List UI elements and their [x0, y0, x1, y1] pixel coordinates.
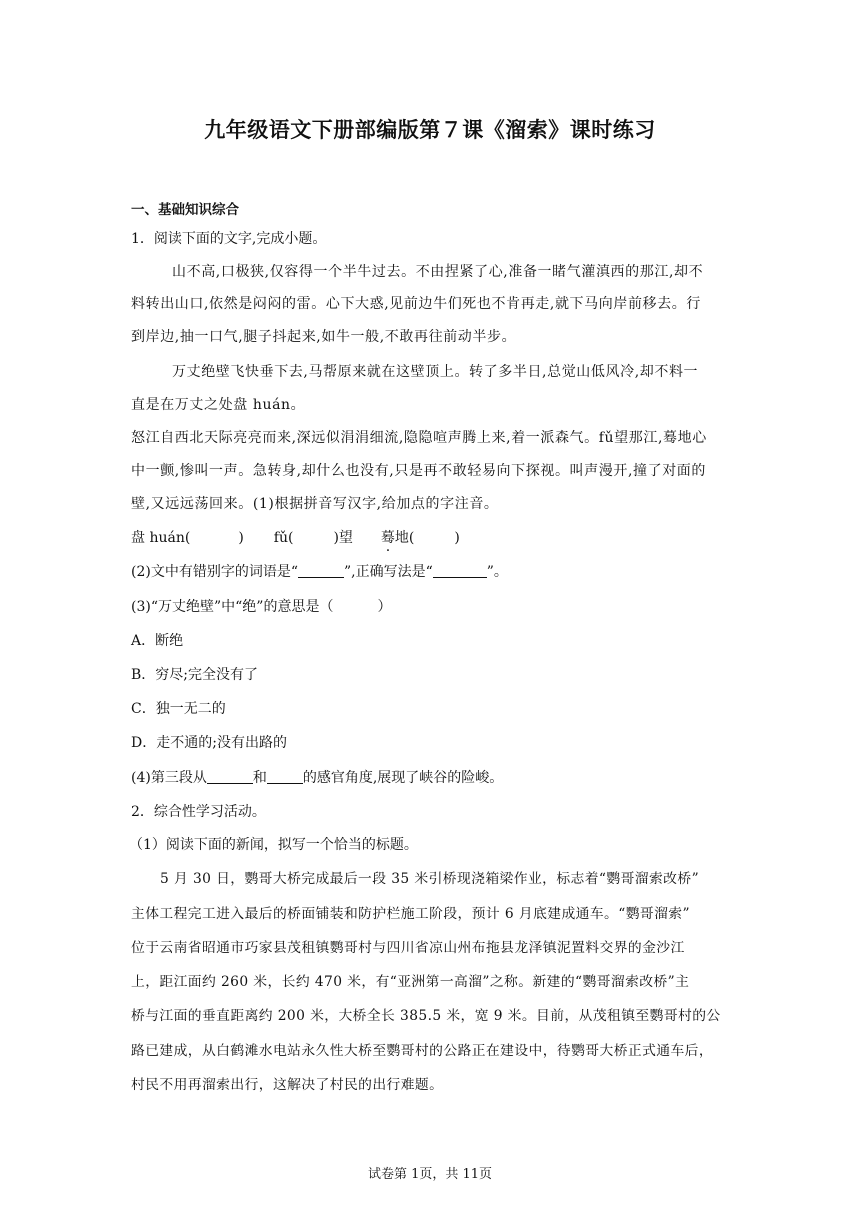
- option-d[interactable]: D．走不通的;没有出路的: [131, 735, 287, 751]
- sub2-text-a: (2)文中有错别字的词语是“: [131, 564, 298, 580]
- sub4-text-c: 的感官角度,展现了峡谷的险峻。: [302, 770, 504, 786]
- section-heading: 一、基础知识综合: [131, 202, 239, 218]
- sub3-text: (3)“万丈绝壁”中“绝”的意思是（: [131, 599, 334, 615]
- sub4-text-a: (4)第三段从: [131, 770, 207, 786]
- page-title: 九年级语文下册部编版第７课《溜索》课时练习: [204, 118, 656, 142]
- dotted-character: 蓦: [380, 530, 395, 546]
- passage-line: 直是在万丈之处盘 huán。: [131, 397, 306, 413]
- sub2-text-b: ”,正确写法是“: [344, 564, 433, 580]
- passage-line: 壁,又远远荡回来。(1)根据拼音写汉字,给加点的字注音。: [131, 496, 499, 512]
- news-line: 路已建成，从白鹤滩水电站永久性大桥至鹦哥村的公路正在建设中，待鹦哥大桥正式通车后，: [131, 1043, 714, 1059]
- passage-line: 怒江自西北天际亮亮而来,深远似涓涓细流,隐隐喧声腾上来,着一派森气。fǔ望那江,蓦地心: [131, 430, 707, 446]
- news-line: 村民不用再溜索出行，这解决了村民的出行难题。: [131, 1077, 444, 1093]
- answer-blank[interactable]: [207, 769, 253, 784]
- page-footer: 试卷第 1页，共 11页: [367, 1167, 493, 1182]
- question-2-sub-1: （1）阅读下面的新闻，拟写一个恰当的标题。: [129, 837, 418, 853]
- option-c[interactable]: C．独一无二的: [131, 701, 226, 717]
- question-2-stem: 2．综合性学习活动。: [131, 804, 266, 820]
- passage-line: 料转出山口,依然是闷闷的雷。心下大惑,见前边牛们死也不肯再走,就下马向岸前移去。行: [131, 296, 701, 312]
- passage-line: 中一颤,惨叫一声。急转身,却什么也没有,只是再不敢轻易向下探视。叫声漫开,撞了对面的: [131, 463, 706, 479]
- pinyin-fill-row: [131, 527, 460, 547]
- question-1-stem: 1．阅读下面的文字,完成小题。: [131, 231, 327, 247]
- passage-line: 山不高,口极狭,仅容得一个半牛过去。不由捏紧了心,准备一睹气灌滇西的那江,却不: [172, 264, 704, 280]
- passage-line: 到岸边,抽一口气,腿子抖起来,如牛一般,不敢再往前动半步。: [131, 329, 517, 345]
- pinyin-item-c: 地(: [394, 530, 415, 546]
- option-a[interactable]: A．断绝: [131, 633, 184, 649]
- sub3-end: ）: [377, 599, 392, 615]
- pinyin-item-c-end: ): [454, 530, 460, 546]
- news-line: 5 月 30 日，鹦哥大桥完成最后一段 35 米引桥现浇箱梁作业，标志着“鹦哥溜索改桥”: [160, 871, 700, 887]
- passage-line: 万丈绝壁飞快垂下去,马帮原来就在这壁顶上。转了多半日,总觉山低风冷,却不料一: [172, 364, 699, 380]
- pinyin-item-b-end: )望: [333, 530, 353, 546]
- pinyin-item-a-end: ): [238, 530, 244, 546]
- answer-blank[interactable]: [267, 769, 303, 784]
- sub-question-4: [131, 767, 503, 787]
- answer-blank[interactable]: [298, 563, 344, 578]
- pinyin-item-a: 盘 huán(: [131, 530, 191, 546]
- sub4-text-b: 和: [252, 770, 267, 786]
- pinyin-item-b: fǔ(: [273, 530, 294, 546]
- news-line: 桥与江面的垂直距离约 200 米，大桥全长 385.5 米，宽 9 米。目前，从茂租镇至鹦哥村的公: [131, 1008, 721, 1024]
- option-b[interactable]: B．穷尽;完全没有了: [131, 667, 259, 683]
- sub2-text-c: ”。: [486, 564, 508, 580]
- news-line: 上，距江面约 260 米，长约 470 米，有“亚洲第一高溜”之称。新建的“鹦哥溜索改桥”主: [131, 974, 690, 990]
- answer-blank[interactable]: [433, 563, 487, 578]
- sub-question-2: [131, 561, 508, 581]
- news-line: 主体工程完工进入最后的桥面铺装和防护栏施工阶段，预计 6 月底建成通车。“鹦哥溜索”: [131, 906, 690, 922]
- sub-question-3: [131, 596, 391, 616]
- news-line: 位于云南省昭通市巧家县茂租镇鹦哥村与四川省凉山州布拖县龙泽镇泥置料交界的金沙江: [131, 940, 685, 956]
